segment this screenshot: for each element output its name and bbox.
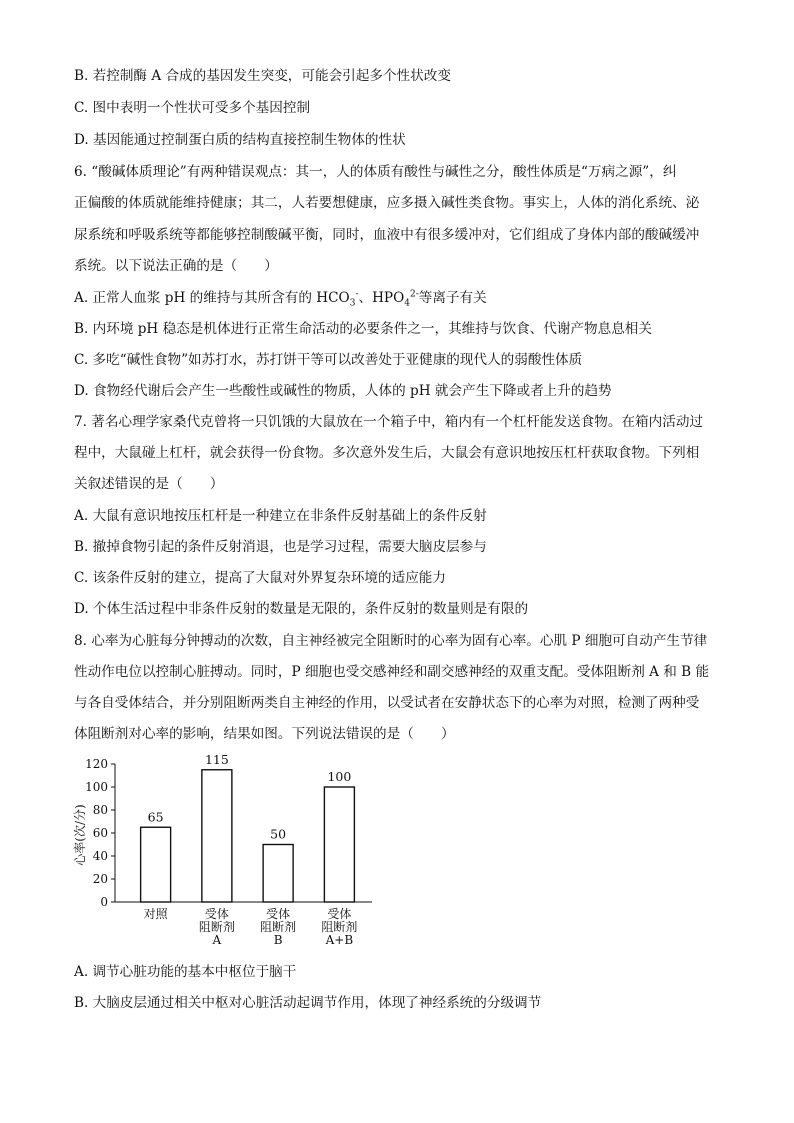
bar-value-label: 50: [270, 826, 287, 842]
x-category-label: B: [273, 933, 283, 947]
q5-option-d: D. 基因能通过控制蛋白质的结构直接控制生物体的性状: [74, 132, 406, 148]
q6-option-a: [74, 289, 487, 307]
bar-value-label: 65: [147, 809, 164, 825]
q7-stem-line-3: 关叙述错误的是（ ）: [74, 476, 224, 492]
q6-stem-line-4: 系统。以下说法正确的是（ ）: [74, 258, 278, 274]
x-category-label: 对照: [143, 907, 168, 921]
q7-stem-line-1: 7. 著名心理学家桑代克曾将一只饥饿的大鼠放在一个箱子中，箱内有一个杠杆能发送食物。在箱内活动过: [74, 414, 704, 430]
y-tick-label: 120: [85, 757, 108, 771]
q6-stem-line-3: 尿系统和呼吸系统等都能够控制酸碱平衡，同时，血液中有很多缓冲对，它们组成了身体内部的酸碱缓冲: [74, 227, 700, 243]
y-axis-label: 心率(次/分): [73, 804, 87, 866]
q8-stem-line-2: 性动作电位以控制心脏搏动。同时，P 细胞也受交感神经和副交感神经的双重支配。受体阻断剂 A 和 B 能: [74, 664, 710, 680]
q8-stem-line-3: 与各自受体结合，并分别阻断两类自主神经的作用，以受试者在安静状态下的心率为对照，检测了两种受: [74, 695, 700, 711]
x-category-label: A+B: [325, 933, 354, 947]
x-category-label: 阻断剂: [198, 920, 235, 934]
bar-value-label: 115: [204, 752, 229, 767]
x-category-label: A: [212, 933, 222, 947]
q8-option-b: B. 大脑皮层通过相关中枢对心脏活动起调节作用，体现了神经系统的分级调节: [74, 995, 542, 1011]
q6-stem-line-1: 6. “酸碱体质理论”有两种错误观点：其一，人的体质有酸性与碱性之分，酸性体质是“万病之源”，纠: [74, 164, 677, 180]
q6-option-d: D. 食物经代谢后会产生一些酸性或碱性的物质，人体的 pH 就会产生下降或者上升的趋势: [74, 383, 612, 399]
y-tick-label: 60: [92, 826, 108, 840]
q6a-mid: 、HPO: [358, 290, 405, 306]
x-category-label: 阻断剂: [321, 920, 358, 934]
y-tick-label: 100: [85, 780, 108, 794]
heart-rate-bar-chart: [70, 752, 390, 957]
q7-option-b: B. 撤掉食物引起的条件反射消退，也是学习过程，需要大脑皮层参与: [74, 539, 487, 555]
q5-option-c: C. 图中表明一个性状可受多个基因控制: [74, 100, 311, 116]
q7-option-a: A. 大鼠有意识地按压杠杆是一种建立在非条件反射基础上的条件反射: [74, 508, 487, 524]
y-tick-label: 40: [92, 849, 108, 863]
x-category-label: 阻断剂: [260, 920, 297, 934]
q6a-prefix: A. 正常人血浆 pH 的维持与其所含有的 HCO: [74, 290, 350, 306]
q6a-sub2: 4: [404, 298, 410, 309]
x-category-label: 受体: [266, 907, 291, 921]
q6a-suffix: 等离子有关: [418, 290, 487, 306]
q7-stem-line-2: 程中，大鼠碰上杠杆，就会获得一份食物。多次意外发生后，大鼠会有意识地按压杠杆获取食物。下列相: [74, 445, 700, 461]
bar-value-label: 100: [327, 769, 352, 784]
q6a-sup1: -: [355, 289, 359, 300]
bar: [141, 827, 171, 902]
q6-stem-line-2: 正偏酸的体质就能维持健康；其二，人若要想健康，应多摄入碱性类食物。事实上，人体的消化系统、泌: [74, 195, 700, 211]
y-tick-label: 0: [100, 895, 108, 909]
q6-option-b: B. 内环境 pH 稳态是机体进行正常生命活动的必要条件之一，其维持与饮食、代谢产物息息相关: [74, 321, 652, 337]
q6a-sup2: 2-: [409, 289, 419, 300]
q6a-sub1: 3: [349, 298, 356, 309]
q7-option-c: C. 该条件反射的建立，提高了大鼠对外界复杂环境的适应能力: [74, 570, 446, 586]
q8-stem-line-4: 体阻断剂对心率的影响，结果如图。下列说法错误的是（ ）: [74, 726, 455, 742]
q5-option-b: B. 若控制酶 A 合成的基因发生突变，可能会引起多个性状改变: [74, 68, 451, 84]
q6-option-c: C. 多吃“碱性食物”如苏打水，苏打饼干等可以改善处于亚健康的现代人的弱酸性体质: [74, 352, 583, 368]
q7-option-d: D. 个体生活过程中非条件反射的数量是无限的，条件反射的数量则是有限的: [74, 601, 529, 617]
bar: [263, 845, 293, 903]
y-tick-label: 80: [92, 803, 108, 817]
y-tick-label: 20: [92, 872, 108, 886]
q8-stem-line-1: 8. 心率为心脏每分钟搏动的次数，自主神经被完全阻断时的心率为固有心率。心肌 P 细胞可自动产生节律: [74, 633, 708, 649]
x-category-label: 受体: [204, 907, 229, 921]
q8-option-a: A. 调节心脏功能的基本中枢位于脑干: [74, 964, 297, 980]
bar: [324, 787, 354, 902]
bar: [202, 770, 232, 902]
x-category-label: 受体: [327, 907, 352, 921]
